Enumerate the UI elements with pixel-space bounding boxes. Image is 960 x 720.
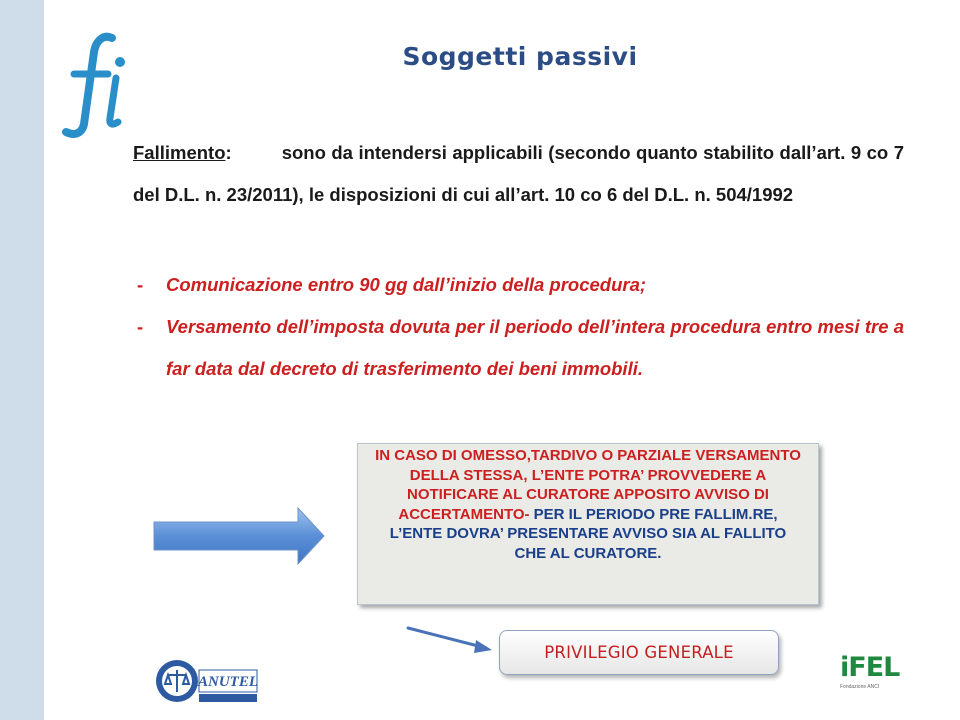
anutel-wordmark: ANUTEL [198, 674, 258, 690]
ifel-logo-icon [840, 653, 906, 697]
paragraph-term: Fallimento [133, 142, 226, 163]
bullet-item [133, 264, 904, 306]
bullet-text: Comunicazione entro 90 gg dall’inizio della procedura; [166, 274, 647, 295]
paragraph-text: sono da intendersi applicabili (secondo quanto stabilito dall’art. 9 co 7 del D.L. n. 23/2011), le disposizioni di cui all’art. 10 co 6 del D.L. n. 504/1992 [133, 142, 904, 205]
slide-title: Soggetti passivi [402, 42, 638, 71]
main-paragraph [133, 132, 904, 216]
right-arrow-icon [150, 505, 328, 567]
notice-text-blue: PER IL PERIODO PRE FALLIM.RE, L’ENTE DOVRA’ PRESENTARE AVVISO SIA AL FALLITO CHE AL CURATORE. [389, 505, 787, 562]
anutel-logo-icon [155, 656, 258, 706]
bullet-text: Versamento dell’imposta dovuta per il periodo dell’intera procedura entro mesi tre a far data dal decreto di trasferimento dei beni immobili. [166, 316, 904, 379]
bullet-list [133, 264, 904, 390]
notice-box [357, 443, 819, 605]
paragraph-colon: : [225, 142, 232, 163]
ifel-wordmark: iFEL [840, 652, 900, 683]
bullet-item [133, 306, 904, 390]
fi-logo-icon [60, 28, 140, 138]
left-decorative-band [0, 0, 44, 720]
notice-text-red: IN CASO DI OMESSO,TARDIVO O PARZIALE VERSAMENTO DELLA STESSA, L’ENTE POTRA’ PROVVEDERE A NOTIFICARE AL CURATORE APPOSITO AVVISO DI ACCERTAMENTO- [375, 447, 801, 523]
ifel-subtext: Fondazione ANCI [840, 684, 880, 690]
bullet-dash: - [137, 316, 144, 337]
bullet-dash: - [137, 274, 144, 295]
privilegio-generale-button[interactable]: PRIVILEGIO GENERALE [499, 630, 779, 675]
connector-arrow-icon [404, 624, 496, 656]
